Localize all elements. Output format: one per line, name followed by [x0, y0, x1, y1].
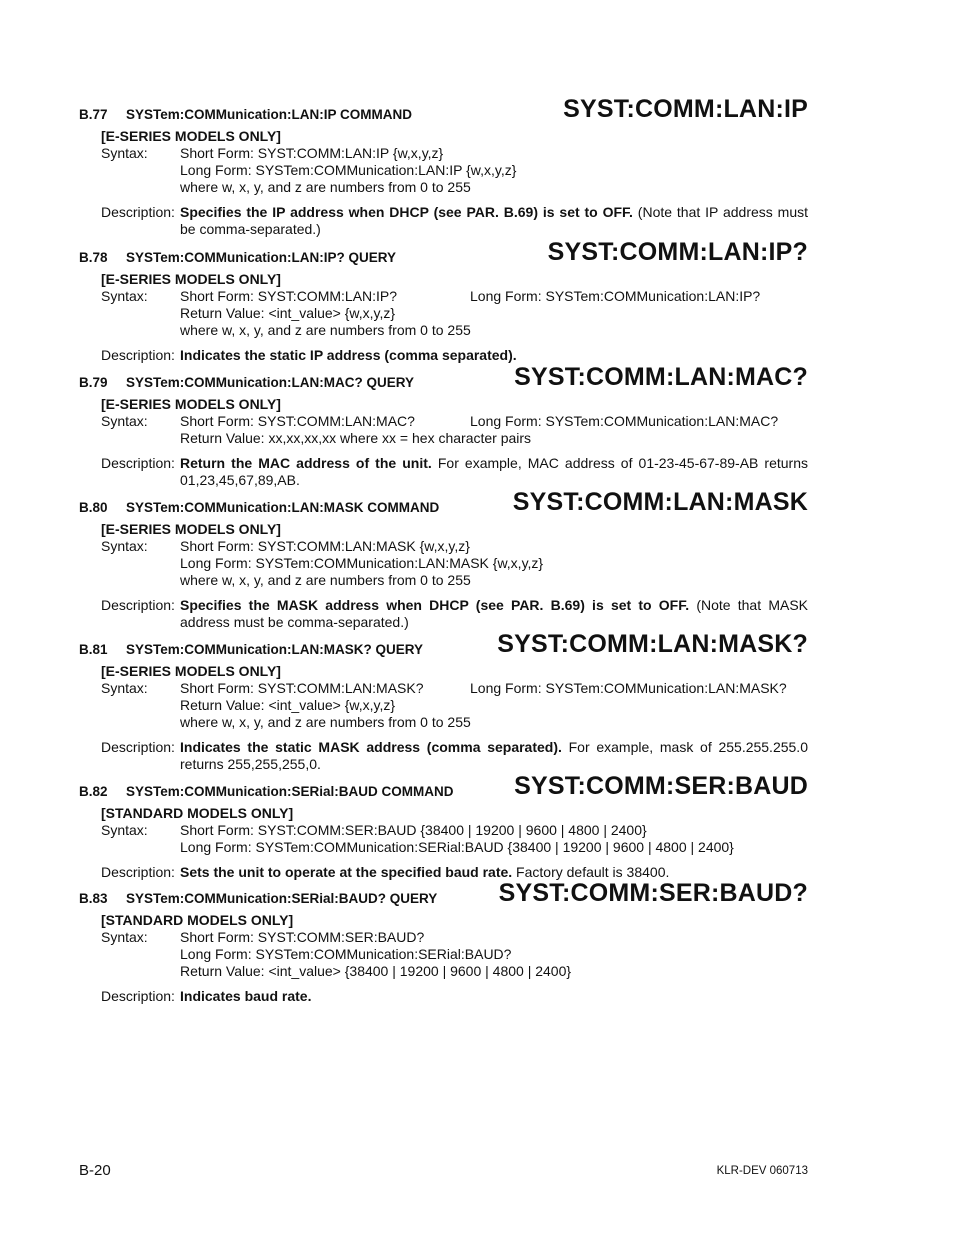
- syntax-block: [79, 538, 808, 589]
- syntax-line: where w, x, y, and z are numbers from 0 to 255: [180, 322, 471, 338]
- section-header: [79, 773, 808, 803]
- description-label: Description:: [101, 347, 175, 363]
- section-title: SYSTem:COMMunication:LAN:MASK COMMAND: [126, 500, 440, 515]
- syntax-block: [79, 929, 808, 980]
- description-block: [79, 988, 808, 1005]
- short-form: Short Form: SYST:COMM:LAN:IP?: [180, 288, 398, 304]
- syntax-line: Short Form: SYST:COMM:SER:BAUD {38400 | 19200 | 9600 | 4800 | 2400}: [180, 822, 647, 838]
- syntax-label: Syntax:: [101, 288, 148, 304]
- syntax-line: Return Value: <int_value> {w,x,y,z}: [180, 305, 396, 321]
- section-title: SYSTem:COMMunication:LAN:MASK? QUERY: [126, 642, 423, 657]
- description-text: For example, mask of 255.255.255.0 returns 255,255,255,0.: [180, 739, 808, 772]
- section-title: SYSTem:COMMunication:SERial:BAUD? QUERY: [126, 891, 438, 906]
- section-heading: [79, 107, 412, 122]
- section-title: SYSTem:COMMunication:LAN:IP? QUERY: [126, 250, 396, 265]
- short-form: Short Form: SYST:COMM:LAN:MAC?: [180, 413, 415, 429]
- description-body: [180, 347, 808, 364]
- models-note: [E-SERIES MODELS ONLY]: [101, 663, 281, 679]
- command-mnemonic: SYST:COMM:LAN:IP: [563, 95, 808, 123]
- section-number: B.79: [79, 375, 108, 390]
- description-label: Description:: [101, 739, 175, 755]
- description-emphasis: Indicates the static IP address (comma separated).: [180, 347, 517, 363]
- command-mnemonic: SYST:COMM:SER:BAUD?: [498, 879, 808, 907]
- syntax-line: Short Form: SYST:COMM:SER:BAUD?: [180, 929, 425, 945]
- description-emphasis: Specifies the IP address when DHCP (see PAR. B.69) is set to OFF.: [180, 204, 633, 220]
- syntax-label: Syntax:: [101, 145, 148, 161]
- description-block: [79, 204, 808, 238]
- syntax-body: [180, 822, 808, 856]
- syntax-line: Return Value: xx,xx,xx,xx where xx = hex character pairs: [180, 430, 532, 446]
- description-block: [79, 455, 808, 489]
- section-header: [79, 880, 808, 910]
- section-heading: [79, 784, 454, 799]
- section-heading: [79, 250, 396, 265]
- syntax-block: [79, 145, 808, 196]
- description-label: Description:: [101, 204, 175, 220]
- description-emphasis: Indicates baud rate.: [180, 988, 312, 1004]
- syntax-line: [180, 413, 808, 430]
- syntax-line: Return Value: <int_value> {w,x,y,z}: [180, 697, 396, 713]
- description-body: [180, 988, 808, 1005]
- section-header: [79, 489, 808, 519]
- description-text: For example, MAC address of 01-23-45-67-89-AB returns 01,23,45,67,89,AB.: [180, 455, 809, 488]
- command-mnemonic: SYST:COMM:SER:BAUD: [514, 772, 808, 800]
- description-block: [79, 347, 808, 364]
- syntax-block: [79, 822, 808, 856]
- description-label: Description:: [101, 455, 175, 471]
- section-heading: [79, 375, 414, 390]
- syntax-body: [180, 929, 808, 980]
- section-number: B.82: [79, 784, 108, 799]
- section-header: [79, 239, 808, 269]
- description-label: Description:: [101, 864, 175, 880]
- syntax-block: [79, 413, 808, 447]
- syntax-body: [180, 413, 808, 447]
- command-mnemonic: SYST:COMM:LAN:MAC?: [514, 363, 808, 391]
- section-number: B.78: [79, 250, 108, 265]
- models-note: [E-SERIES MODELS ONLY]: [101, 521, 281, 537]
- document-id: KLR-DEV 060713: [716, 1165, 808, 1177]
- command-mnemonic: SYST:COMM:LAN:MASK: [512, 488, 808, 516]
- syntax-line: Long Form: SYSTem:COMMunication:SERial:BAUD {38400 | 19200 | 9600 | 4800 | 2400}: [180, 839, 734, 855]
- command-section: [79, 239, 808, 364]
- short-form: Short Form: SYST:COMM:LAN:MASK?: [180, 680, 424, 696]
- syntax-body: [180, 680, 808, 731]
- syntax-body: [180, 145, 808, 196]
- command-section: [79, 631, 808, 773]
- syntax-line: where w, x, y, and z are numbers from 0 to 255: [180, 179, 471, 195]
- command-section: [79, 96, 808, 238]
- syntax-line: Short Form: SYST:COMM:LAN:IP {w,x,y,z}: [180, 145, 444, 161]
- syntax-line: Return Value: <int_value> {38400 | 19200 | 9600 | 4800 | 2400}: [180, 963, 572, 979]
- description-emphasis: Return the MAC address of the unit.: [180, 455, 432, 471]
- long-form: Long Form: SYSTem:COMMunication:LAN:MAC?: [470, 413, 779, 429]
- description-body: [180, 455, 808, 489]
- section-header: [79, 96, 808, 126]
- syntax-line: Long Form: SYSTem:COMMunication:LAN:IP {w,x,y,z}: [180, 162, 517, 178]
- models-note: [STANDARD MODELS ONLY]: [101, 912, 294, 928]
- command-section: [79, 364, 808, 489]
- command-section: [79, 773, 808, 881]
- section-number: B.83: [79, 891, 108, 906]
- description-body: [180, 597, 808, 631]
- description-text: Factory default is 38400.: [512, 864, 670, 880]
- section-title: SYSTem:COMMunication:LAN:IP COMMAND: [126, 107, 412, 122]
- description-emphasis: Specifies the MASK address when DHCP (see PAR. B.69) is set to OFF.: [180, 597, 690, 613]
- description-text: (Note that IP address must be comma-separated.): [180, 204, 809, 237]
- syntax-body: [180, 538, 808, 589]
- syntax-label: Syntax:: [101, 929, 148, 945]
- description-label: Description:: [101, 988, 175, 1004]
- long-form: Long Form: SYSTem:COMMunication:LAN:IP?: [470, 288, 761, 304]
- description-body: [180, 204, 808, 238]
- syntax-label: Syntax:: [101, 413, 148, 429]
- description-body: [180, 739, 808, 773]
- syntax-label: Syntax:: [101, 680, 148, 696]
- section-heading: [79, 642, 423, 657]
- models-note: [E-SERIES MODELS ONLY]: [101, 396, 281, 412]
- command-section: [79, 880, 808, 1005]
- command-section: [79, 489, 808, 631]
- section-number: B.81: [79, 642, 108, 657]
- section-heading: [79, 500, 439, 515]
- section-title: SYSTem:COMMunication:LAN:MAC? QUERY: [126, 375, 414, 390]
- syntax-line: where w, x, y, and z are numbers from 0 to 255: [180, 572, 471, 588]
- syntax-line: Short Form: SYST:COMM:LAN:MASK {w,x,y,z}: [180, 538, 470, 554]
- syntax-block: [79, 288, 808, 339]
- long-form: Long Form: SYSTem:COMMunication:LAN:MASK?: [470, 680, 787, 696]
- syntax-line: Long Form: SYSTem:COMMunication:LAN:MASK {w,x,y,z}: [180, 555, 544, 571]
- section-title: SYSTem:COMMunication:SERial:BAUD COMMAND: [126, 784, 454, 799]
- syntax-label: Syntax:: [101, 822, 148, 838]
- section-number: B.80: [79, 500, 108, 515]
- description-block: [79, 597, 808, 631]
- syntax-line: Long Form: SYSTem:COMMunication:SERial:BAUD?: [180, 946, 512, 962]
- syntax-line: [180, 288, 808, 305]
- section-heading: [79, 891, 437, 906]
- section-header: [79, 631, 808, 661]
- models-note: [E-SERIES MODELS ONLY]: [101, 271, 281, 287]
- page-number: B-20: [79, 1162, 111, 1179]
- section-number: B.77: [79, 107, 108, 122]
- syntax-line: where w, x, y, and z are numbers from 0 to 255: [180, 714, 471, 730]
- description-block: [79, 739, 808, 773]
- models-note: [STANDARD MODELS ONLY]: [101, 805, 294, 821]
- description-label: Description:: [101, 597, 175, 613]
- syntax-line: [180, 680, 808, 697]
- syntax-block: [79, 680, 808, 731]
- description-text: (Note that MASK address must be comma-separated.): [180, 597, 808, 630]
- command-mnemonic: SYST:COMM:LAN:MASK?: [497, 630, 808, 658]
- description-emphasis: Indicates the static MASK address (comma separated).: [180, 739, 562, 755]
- syntax-body: [180, 288, 808, 339]
- description-emphasis: Sets the unit to operate at the specified baud rate.: [180, 864, 513, 880]
- command-mnemonic: SYST:COMM:LAN:IP?: [547, 238, 808, 266]
- syntax-label: Syntax:: [101, 538, 148, 554]
- section-header: [79, 364, 808, 394]
- models-note: [E-SERIES MODELS ONLY]: [101, 128, 281, 144]
